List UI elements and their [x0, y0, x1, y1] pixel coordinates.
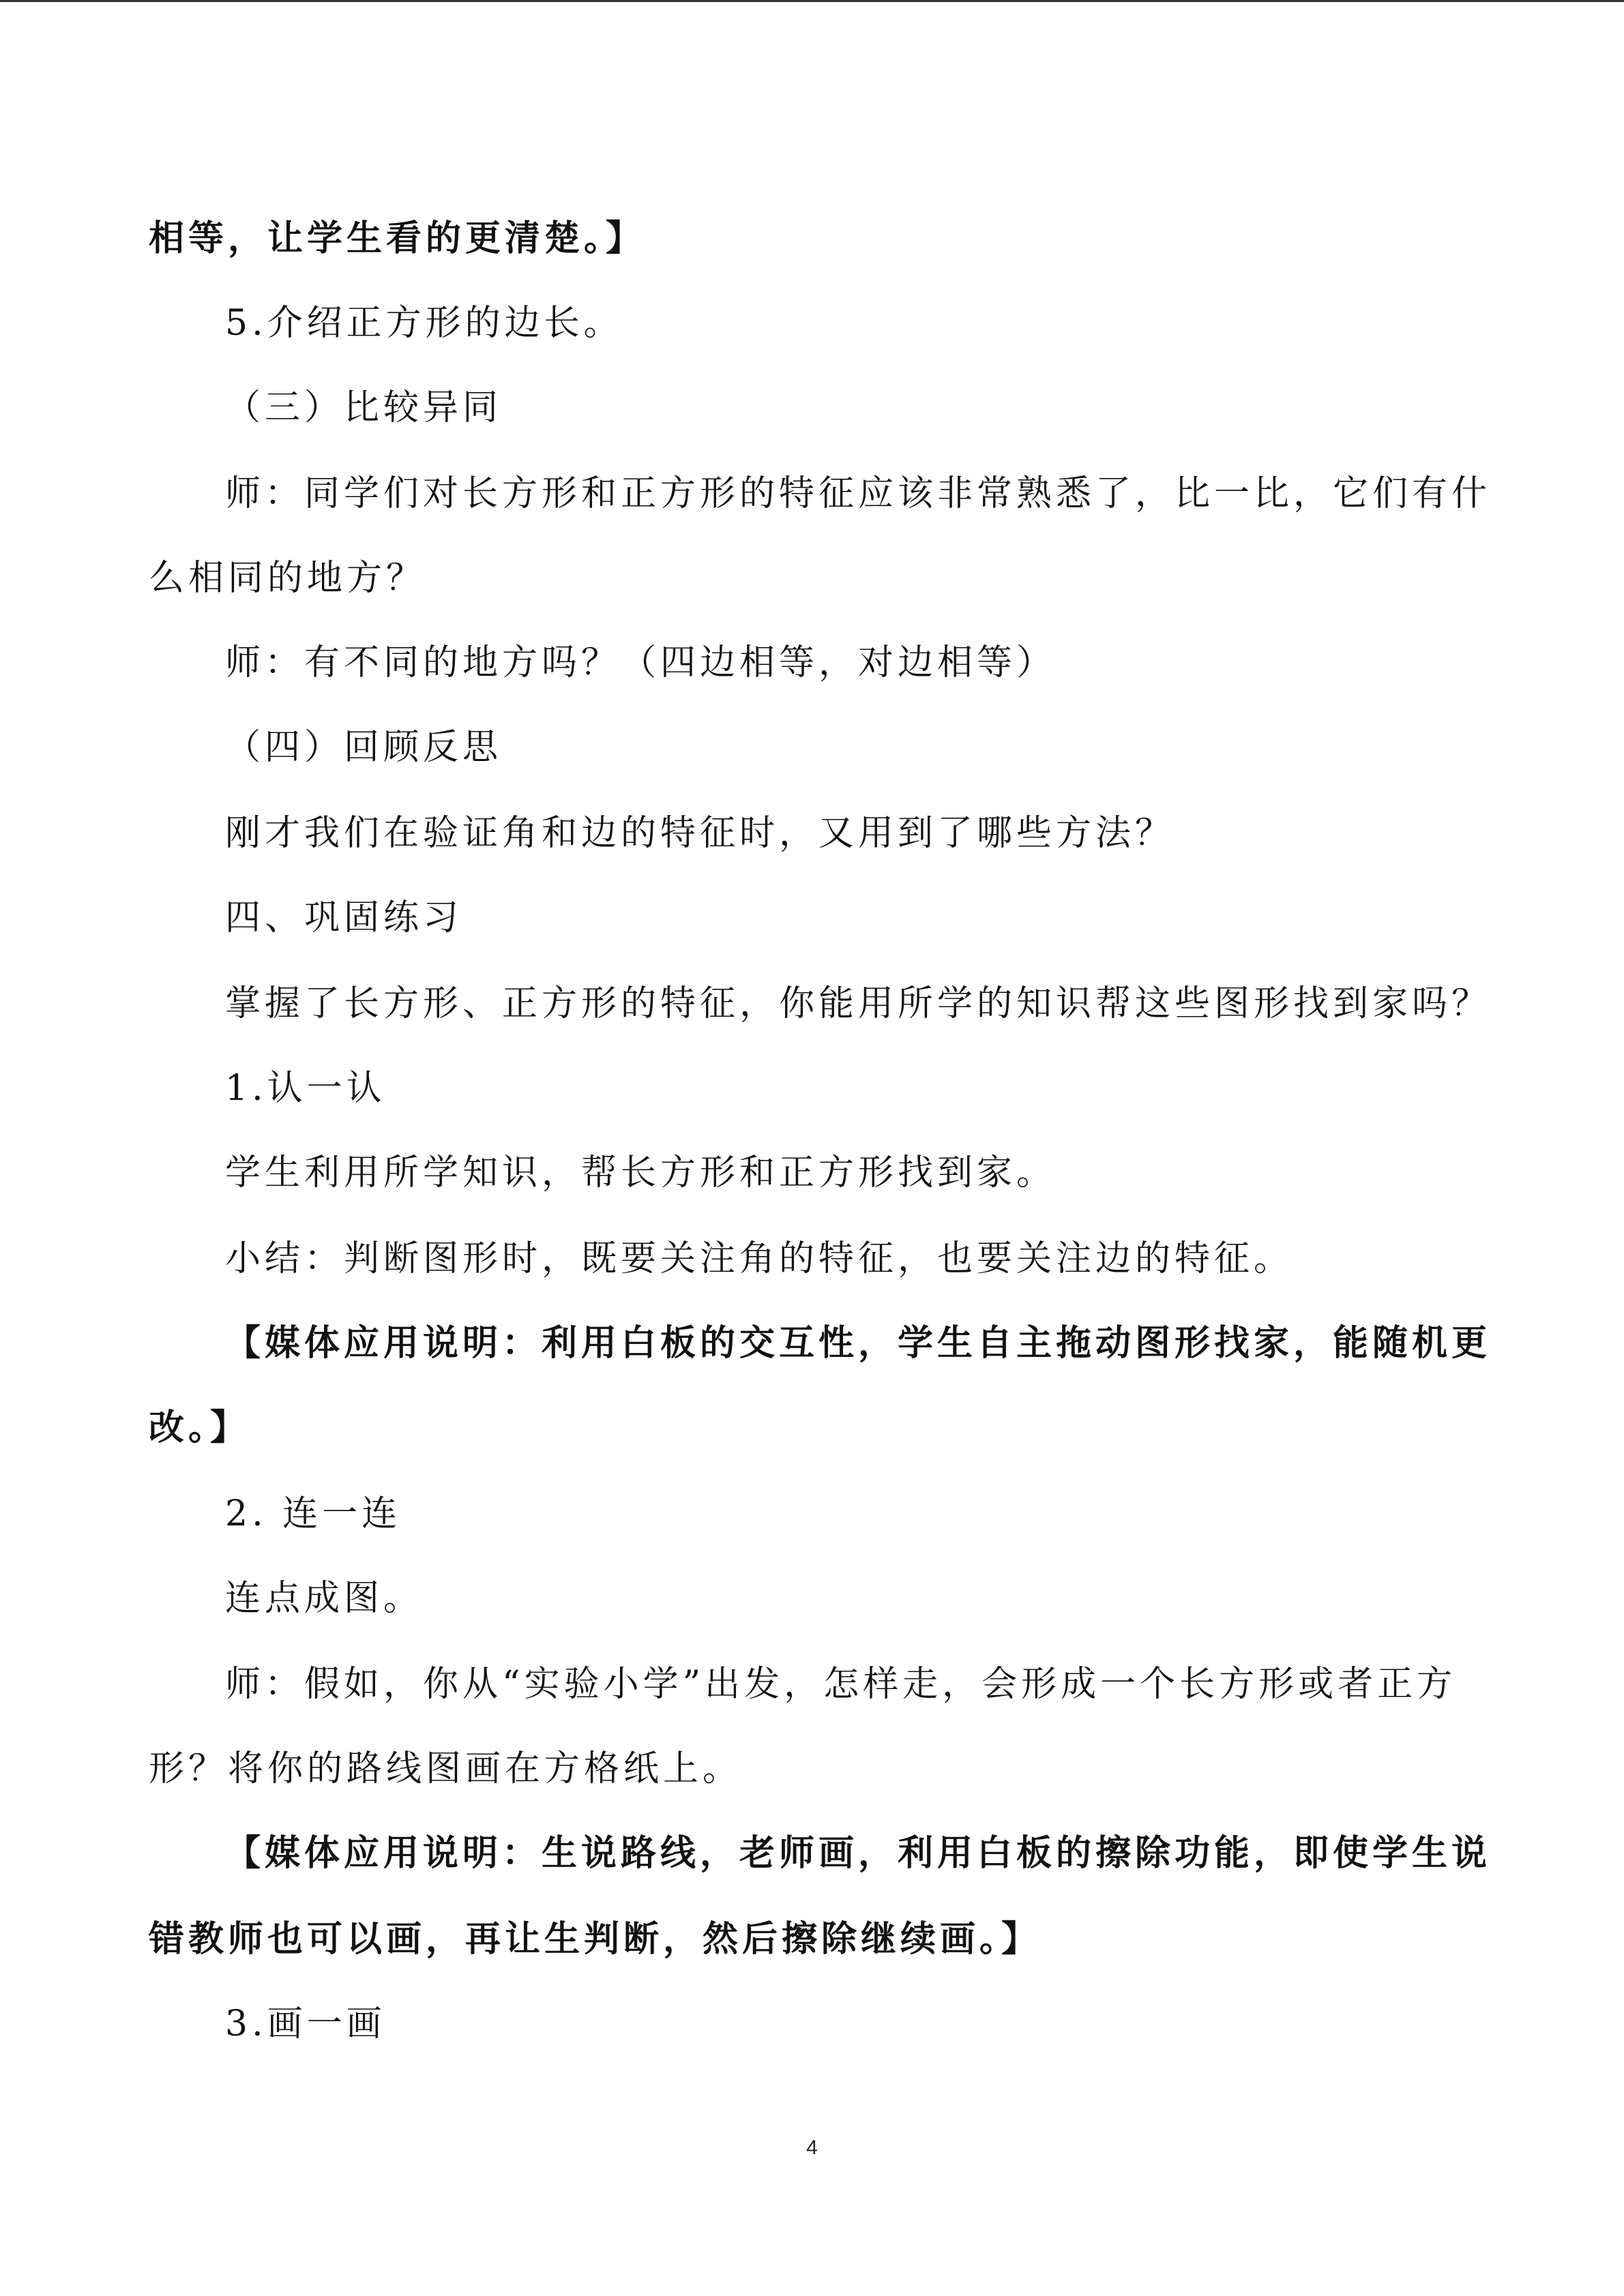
media-note-interactive-cont: 改。】 [149, 1407, 250, 1448]
page-number: 4 [806, 2136, 818, 2159]
text-line-summary: 小结：判断图形时，既要关注角的特征，也要关注边的特征。 [225, 1238, 1294, 1279]
media-note-interactive: 【媒体应用说明：利用白板的交互性，学生自主拖动图形找家，能随机更 [225, 1322, 1492, 1364]
text-line-teacher-question-cont: 么相同的地方？ [149, 558, 426, 599]
text-line-identify-desc: 学生利用所学知识，帮长方形和正方形找到家。 [225, 1152, 1057, 1193]
text-line-practice-intro: 掌握了长方形、正方形的特征，你能用所学的知识帮这些图形找到家吗？ [225, 983, 1492, 1024]
text-line-item-5: 5.介绍正方形的边长。 [225, 303, 623, 344]
exercise-heading-identify: 1.认一认 [225, 1068, 386, 1109]
media-note-erase-cont: 错教师也可以画，再让生判断，然后擦除继续画。】 [149, 1918, 1042, 1960]
text-line-continuation: 相等，让学生看的更清楚。】 [149, 218, 646, 259]
text-line-teacher-route-cont: 形？将你的路线图画在方格纸上。 [149, 1748, 743, 1789]
section-heading-practice: 四、巩固练习 [225, 897, 463, 938]
exercise-heading-draw: 3.画一画 [225, 2003, 386, 2044]
text-line-teacher-route: 师：假如，你从“实验小学”出发，怎样走，会形成一个长方形或者正方 [225, 1664, 1457, 1705]
section-heading-compare: （三）比较异同 [225, 387, 503, 428]
text-line-connect-desc: 连点成图。 [225, 1578, 424, 1619]
text-line-teacher-question: 师：同学们对长方形和正方形的特征应该非常熟悉了，比一比，它们有什 [225, 473, 1492, 514]
media-note-erase: 【媒体应用说明：生说路线，老师画，利用白板的擦除功能，即使学生说 [225, 1832, 1492, 1874]
section-heading-review: （四）回顾反思 [225, 727, 503, 768]
exercise-heading-connect: 2. 连一连 [225, 1493, 402, 1534]
text-line-teacher-differences: 师：有不同的地方吗？（四边相等，对边相等） [225, 642, 1057, 683]
text-line-review-question: 刚才我们在验证角和边的特征时，又用到了哪些方法？ [225, 813, 1175, 854]
page-top-border [0, 0, 1624, 2]
